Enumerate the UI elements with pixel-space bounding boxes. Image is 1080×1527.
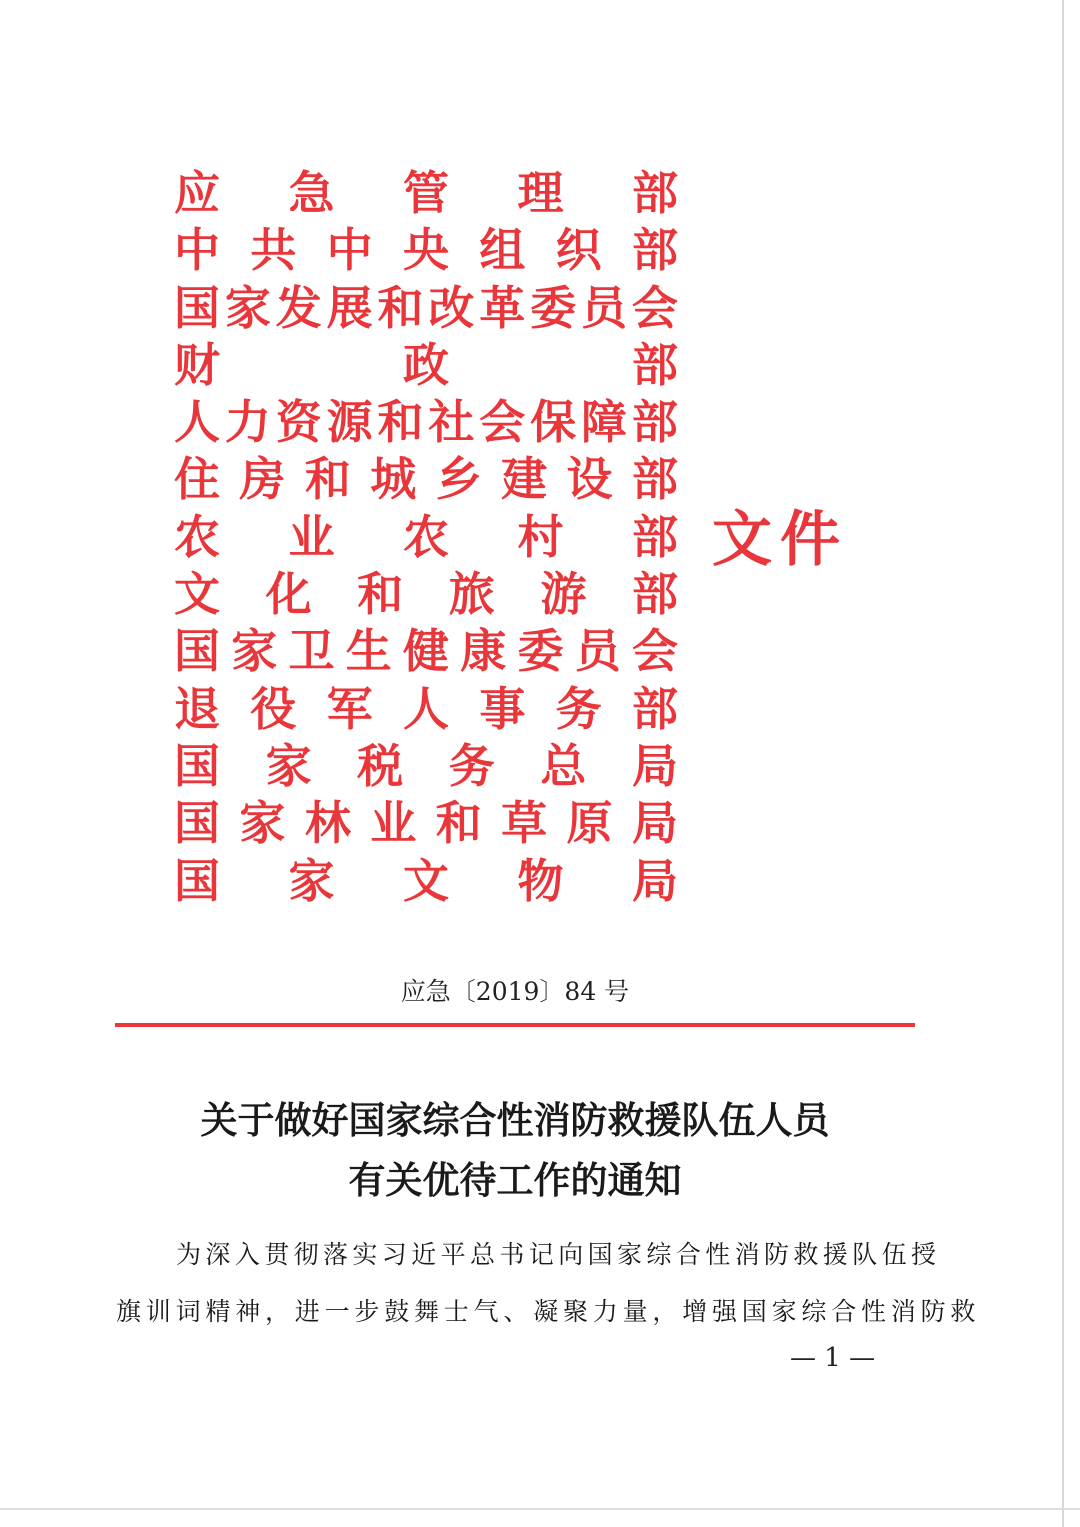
issuer-character: 住 [174,452,220,507]
issuer-character: 和 [377,395,424,450]
issuer-character: 务 [448,738,495,793]
issuer-character: 和 [357,567,404,622]
issuer-character: 退 [174,681,220,736]
issuer-row [172,738,680,795]
issuer-row [172,509,680,566]
issuer-character: 部 [632,166,678,220]
issuer-character: 局 [632,853,678,908]
issuer-character: 中 [326,223,373,278]
issuer-row [172,337,680,394]
issuer-row [172,280,680,337]
issuer-character: 局 [631,796,678,851]
issuer-character: 农 [403,509,449,564]
issuer-character: 家 [231,624,278,679]
issuer-character: 健 [403,624,449,679]
issuer-character: 应 [174,166,220,220]
issuer-row [172,394,680,451]
page-edge-right [1062,0,1064,1527]
issuer-character: 事 [479,681,526,736]
issuer-character: 林 [304,796,351,851]
red-separator-line [115,1023,915,1027]
issuer-character: 草 [501,796,548,851]
issuer-character: 和 [377,280,424,335]
issuer-character: 社 [428,395,475,450]
issuer-row [172,853,680,910]
issuer-character: 和 [304,452,351,507]
issuer-character: 会 [632,624,678,679]
issuer-row [172,222,680,279]
issuer-character: 业 [288,509,335,564]
issuer-character: 员 [581,280,627,335]
issuer-row [172,165,680,222]
issuer-character: 设 [566,452,613,507]
issuer-character: 城 [370,452,417,507]
issuer-character: 中 [174,223,220,278]
issuer-character: 游 [540,567,587,622]
page-edge-bottom [0,1508,1080,1510]
issuer-character: 会 [631,280,678,335]
issuer-character: 局 [631,738,678,793]
issuer-character: 化 [265,567,312,622]
issuer-character: 财 [174,337,220,392]
issuer-character: 部 [631,681,678,736]
issuer-character: 部 [631,567,678,622]
body-text-line-1: 为深入贯彻落实习近平总书记向国家综合性消防救援队伍授 [176,1240,941,1269]
issuer-character: 员 [574,624,621,679]
issuer-character: 保 [530,395,577,450]
body-text-line-2: 旗训词精神，进一步鼓舞士气、凝聚力量，增强国家综合性消防救 [116,1297,981,1326]
issuer-character: 国 [174,738,220,793]
issuer-character: 委 [530,280,577,335]
issuer-character: 国 [174,624,220,679]
issuer-character: 建 [501,452,548,507]
document-title-line-1: 关于做好国家综合性消防救援队伍人员 [200,1098,830,1142]
issuer-character: 原 [566,796,613,851]
issuer-character: 村 [517,509,564,564]
issuer-character: 农 [174,509,220,564]
issuer-character: 旅 [448,567,495,622]
issuer-character: 康 [460,624,507,679]
issuer-character: 委 [517,624,564,679]
issuing-authorities [172,165,680,910]
issuer-character: 革 [479,280,526,335]
issuer-character: 部 [631,223,678,278]
issuer-character: 理 [517,166,564,220]
issuer-character: 力 [224,395,271,450]
issuer-character: 管 [403,166,449,220]
issuer-character: 务 [555,681,602,736]
issuer-character: 房 [239,452,286,507]
issuer-character: 役 [250,681,297,736]
issuer-character: 卫 [288,624,335,679]
issuer-character: 展 [326,280,373,335]
issuer-character: 文 [174,567,220,622]
issuer-character: 家 [224,280,271,335]
document-title-line-2: 有关优待工作的通知 [348,1158,682,1202]
issuer-character: 总 [540,738,587,793]
issuer-character: 部 [631,452,678,507]
issuer-row [172,795,680,852]
issuer-character: 改 [428,280,475,335]
issuer-character: 源 [326,395,373,450]
issuer-character: 乡 [435,452,482,507]
issuer-character: 家 [288,853,335,908]
issuer-character: 文 [403,853,449,908]
issuer-row [172,681,680,738]
issuer-character: 和 [435,796,482,851]
issuer-row [172,451,680,508]
issuer-character: 央 [402,223,449,278]
issuer-character: 家 [265,738,312,793]
issuer-character: 税 [357,738,404,793]
issuer-character: 人 [402,681,449,736]
issuer-character: 部 [632,337,678,392]
issuer-character: 共 [250,223,297,278]
issuer-character: 部 [631,395,678,450]
document-number: 应急〔2019〕84 号 [400,977,630,1006]
issuer-row [172,566,680,623]
issuer-character: 政 [403,337,449,392]
issuer-character: 组 [479,223,526,278]
issuer-character: 人 [174,395,220,450]
issuer-character: 国 [174,280,220,335]
issuer-character: 发 [275,280,322,335]
issuer-character: 织 [555,223,602,278]
document-suffix: 文件 [712,505,848,575]
issuer-character: 部 [632,509,678,564]
issuer-row [172,623,680,680]
issuer-character: 家 [239,796,286,851]
issuer-character: 业 [370,796,417,851]
issuer-character: 会 [479,395,526,450]
issuer-character: 军 [326,681,373,736]
issuer-character: 物 [517,853,564,908]
page-number: — 1 — [790,1343,876,1373]
issuer-character: 生 [345,624,392,679]
issuer-character: 国 [174,853,220,908]
issuer-character: 急 [288,166,335,220]
issuer-character: 障 [581,395,627,450]
issuer-character: 资 [275,395,322,450]
issuer-character: 国 [174,796,220,851]
